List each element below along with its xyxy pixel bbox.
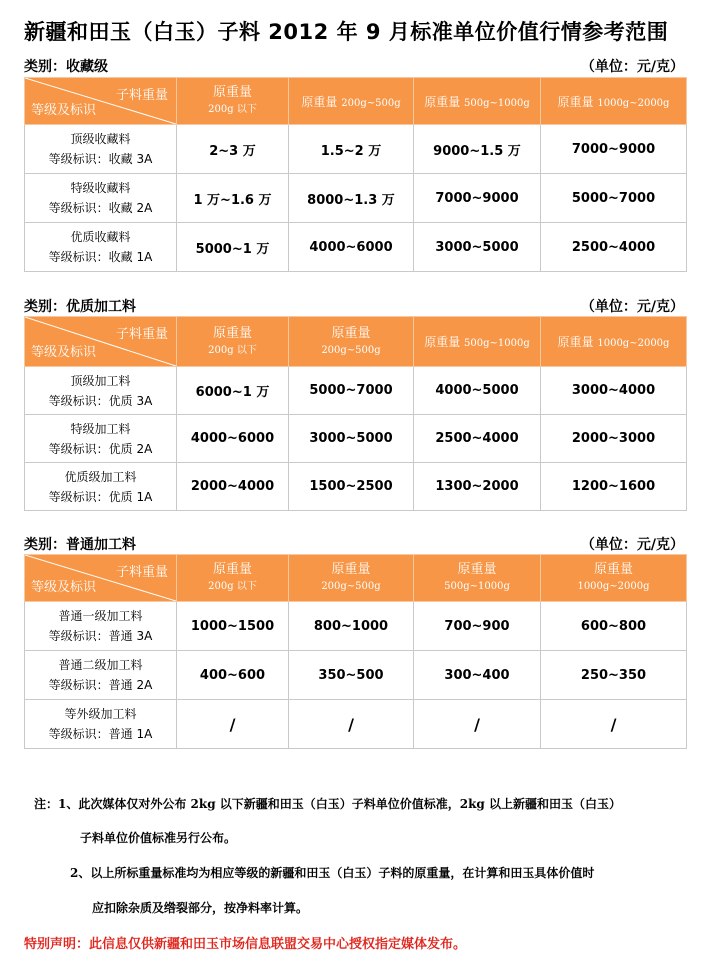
table-row <box>25 700 687 749</box>
unit-label: （单位：元/克） <box>580 299 684 315</box>
column-header: 原重量 200g~500g <box>289 555 414 602</box>
table-row <box>25 174 687 223</box>
price-cell: 2000~3000 <box>541 415 687 463</box>
price-table-premium <box>24 316 687 511</box>
category-label: 类别：优质加工料 <box>24 299 136 315</box>
section-header <box>24 296 684 316</box>
note-2-line-1: 2、以上所标重量标准均为相应等级的新疆和田玉（白玉）子料的原重量，在计算和田玉具体价值时 <box>70 866 595 880</box>
table-row <box>25 125 687 174</box>
table-row <box>25 415 687 463</box>
grade-cell: 等外级加工料 等级标识：普通 1A <box>25 700 177 749</box>
price-cell: / <box>414 700 541 749</box>
table-row <box>25 463 687 511</box>
grade-cell: 普通一级加工料 等级标识：普通 3A <box>25 602 177 651</box>
grade-cell: 顶级加工料 等级标识：优质 3A <box>25 367 177 415</box>
price-cell: 1000~1500 <box>177 602 289 651</box>
price-cell: 300~400 <box>414 651 541 700</box>
table-row <box>25 602 687 651</box>
price-cell: / <box>541 700 687 749</box>
price-cell: 1200~1600 <box>541 463 687 511</box>
price-cell: 7000~9000 <box>414 174 541 223</box>
corner-top-label: 子料重量 <box>115 565 168 580</box>
note-1-line-2: 子料单位价值标准另行公布。 <box>80 831 237 845</box>
column-header: 原重量 500g~1000g <box>414 78 541 125</box>
section-header <box>24 56 684 76</box>
table-corner-header <box>25 555 177 602</box>
table-row <box>25 651 687 700</box>
price-cell: 1 万~1.6 万 <box>177 174 289 223</box>
price-cell: 4000~6000 <box>177 415 289 463</box>
price-cell: 6000~1 万 <box>177 367 289 415</box>
column-header: 原重量 200g~500g <box>289 317 414 367</box>
price-cell: 2500~4000 <box>414 415 541 463</box>
price-cell: 700~900 <box>414 602 541 651</box>
price-cell: 4000~5000 <box>414 367 541 415</box>
column-header: 原重量 200g 以下 <box>177 78 289 125</box>
price-cell: 8000~1.3 万 <box>289 174 414 223</box>
grade-cell: 特级加工料 等级标识：优质 2A <box>25 415 177 463</box>
note-2-line-2: 应扣除杂质及绺裂部分，按净料率计算。 <box>92 901 309 915</box>
price-cell: 1500~2500 <box>289 463 414 511</box>
price-cell: 400~600 <box>177 651 289 700</box>
table-corner-header <box>25 317 177 367</box>
grade-cell: 特级收藏料 等级标识：收藏 2A <box>25 174 177 223</box>
category-label: 类别：收藏级 <box>24 59 108 75</box>
corner-bottom-label: 等级及标识 <box>31 580 97 595</box>
column-header: 原重量 200g 以下 <box>177 555 289 602</box>
column-header: 原重量 200g~500g <box>289 78 414 125</box>
price-cell: 800~1000 <box>289 602 414 651</box>
price-cell: 350~500 <box>289 651 414 700</box>
price-cell: 3000~5000 <box>289 415 414 463</box>
grade-cell: 优质收藏料 等级标识：收藏 1A <box>25 223 177 272</box>
price-cell: 5000~1 万 <box>177 223 289 272</box>
price-cell: 250~350 <box>541 651 687 700</box>
price-cell: 5000~7000 <box>289 367 414 415</box>
price-cell: 7000~9000 <box>541 125 687 174</box>
price-table-standard <box>24 554 687 749</box>
column-header: 原重量 1000g~2000g <box>541 555 687 602</box>
price-cell: / <box>289 700 414 749</box>
column-header: 原重量 500g~1000g <box>414 555 541 602</box>
corner-top-label: 子料重量 <box>115 88 168 103</box>
table-row <box>25 223 687 272</box>
price-cell: 4000~6000 <box>289 223 414 272</box>
grade-cell: 普通二级加工料 等级标识：普通 2A <box>25 651 177 700</box>
price-cell: 1300~2000 <box>414 463 541 511</box>
column-header: 原重量 500g~1000g <box>414 317 541 367</box>
table-corner-header <box>25 78 177 125</box>
grade-cell: 优质级加工料 等级标识：优质 1A <box>25 463 177 511</box>
unit-label: （单位：元/克） <box>580 537 684 553</box>
column-header: 原重量 200g 以下 <box>177 317 289 367</box>
column-header: 原重量 1000g~2000g <box>541 317 687 367</box>
price-cell: 5000~7000 <box>541 174 687 223</box>
special-statement: 特别声明：此信息仅供新疆和田玉市场信息联盟交易中心授权指定媒体发布。 <box>24 937 467 952</box>
price-cell: 2~3 万 <box>177 125 289 174</box>
category-label: 类别：普通加工料 <box>24 537 136 553</box>
price-table-collection <box>24 77 687 272</box>
corner-top-label: 子料重量 <box>115 327 168 342</box>
price-cell: 3000~4000 <box>541 367 687 415</box>
price-cell: 1.5~2 万 <box>289 125 414 174</box>
grade-cell: 顶级收藏料 等级标识：收藏 3A <box>25 125 177 174</box>
unit-label: （单位：元/克） <box>580 59 684 75</box>
column-header: 原重量 1000g~2000g <box>541 78 687 125</box>
section-header <box>24 534 684 554</box>
page-title: 新疆和田玉（白玉）子料 2012 年 9 月标准单位价值行情参考范围 <box>24 20 669 44</box>
price-cell: 9000~1.5 万 <box>414 125 541 174</box>
price-cell: 600~800 <box>541 602 687 651</box>
price-cell: 2000~4000 <box>177 463 289 511</box>
corner-bottom-label: 等级及标识 <box>31 345 97 360</box>
table-row <box>25 367 687 415</box>
note-1-line-1: 注：1、此次媒体仅对外公布 2kg 以下新疆和田玉（白玉）子料单位价值标准，2kg 以上新疆和田玉（白玉） <box>34 797 621 811</box>
corner-bottom-label: 等级及标识 <box>31 103 97 118</box>
price-cell: 2500~4000 <box>541 223 687 272</box>
price-cell: / <box>177 700 289 749</box>
price-cell: 3000~5000 <box>414 223 541 272</box>
